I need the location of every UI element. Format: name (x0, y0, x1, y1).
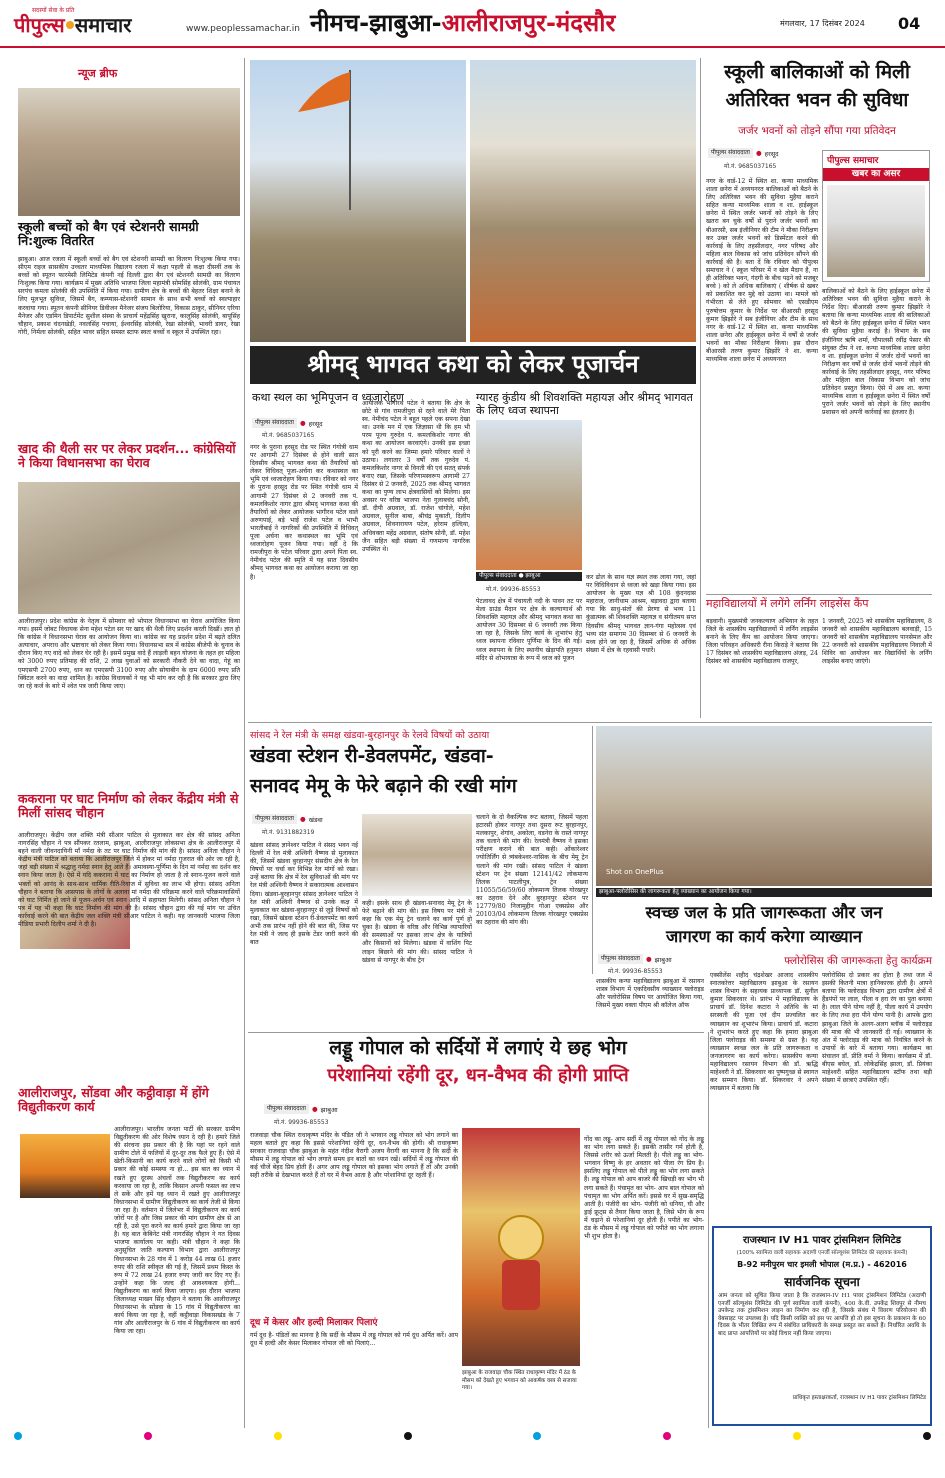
brief-body-2: आलीराजपुर। प्रदेश कांग्रेस के नेतृत्व में सोमवार को भोपाल विधानसभा का घेराव आयोजित किया गया। इसमें जोबट विधायक सेना महेश पटेल सर पर खाद की थैली लिए प्रदर्शन करती दिखीं। ज्ञात हो कि कांग्रेस ने विधानसभा घेराव का आयोजन किया था। कांग्रेस का यह प्रदर्शन प्रदेश में बढ़ते दलित अत्याचार, अपराध और भ्रष्टाचार को लेकर किया गया। विधानसभा सत्र में कांग्रेस बीजेपी के चुनाव के दौरान किए गए वादे को लेकर घेर रही है। इसमें प्रमुख वादे हैं लाड़ली बहन योजना के तहत हर महिला को 3000 रुपए प्रतिमाह की राशि, 2 लाख युवाओं को सरकारी नौकरी देने का वादा, गेहूं का एमएसपी 2700 रुपए, धान का एमएसपी 3100 रुपए और सोयाबीन के दाम 6000 रुपए प्रति क्विंटल करने का वादा शामिल है। कांग्रेस विधायकों ने यह भी मांग कर रही है कि सरकार द्वारा लिए जा रहे कर्ज के बारे में श्वेत पत्र जारी किया जाए। (18, 618, 240, 690)
puja-b-col-1: पेटलावद क्षेत्र में पंचायती नदी के पावन तट पर मेला ग्राउंड मैदान पर क्षेत्र के कल्याणार्थ श्री शिवशक्ति महायज्ञ और श्रीमद् भागवत कथा का आयोजन 30 दिसम्बर से 6 जनवरी तक किया जा रहा है, जिसके लिए कार्य के शुभारंभ हेतु ध्वज स्थापना रविवार पूर्णिमा के दिन की गई। ध्वज स्थापना के लिए स्थानीय खेड़ापति हनुमान मंदिर से शोभायात्रा के रूप में ध्वज को पूजन (476, 598, 582, 662)
location-icon: ● (299, 815, 306, 823)
mobile-number-b: मो.नं. 99936-85553 (486, 586, 541, 593)
brief-body-1: झाबुआ। आज रजला में स्कूली बच्चों को बैग एवं स्टेशनरी सामग्री का वितरण निःशुल्क किया गया। सीएम राइज सासकीय उच्चतर माध्यमिक विद्यालय रजला में कक्षा पहली से कक्षा दीसवीं तक के बच्चों को स्पूतन फारमेसी लिमिटेड कंपनी नई दिल्ली द्वारा बैग एवं स्टेशनरी सामग्री का वितरण निःशुल्क किया गया। कार्यक्रम में मुख्य अतिथि भाजपा जिला महामंत्री सोमसिंह सोलंकी, ग्राम पंचायत सरपंच कमला सोलंकी की उपस्थिति में किया गया। ग्रामीण क्षेत्र के बच्चों की बेहतर शिक्षा बनाने के लिए मूलभूत सुविधा, जिसमें बैग, कम्प्यास-स्टेशनरी सामान के साथ सभी बच्चों को स्वल्पाहार करवाया गया। स्पूतन कंपनी सीनियर डिवीजन मैनेजर संजय बिलोरिया, विकास ठाकुर, सीनियर एरिया मैनेजर और एडमिन डिपार्टमेंट सुशील संस्था के प्राचार्य महेंद्रसिंह खुराना, कालुसिंह सोलंकी, बापूसिंह चौहान, प्रकाश चंदनखेड़ी, नवलसिंह पचाया, ईश्वरसिंह सोलंकी, रेखा सोलंकी, भावरी डावर, रेखा गोरी, निर्मला सोलंकी, सहित भावर सहित समस्त स्टाफ स्वतः बच्चों व स्कूल में उपस्थित रहा। (18, 256, 240, 336)
flag-hoisting-photo (250, 60, 466, 342)
sun-icon (66, 21, 74, 29)
byline-place: झाबुआ (654, 955, 672, 964)
color-swatch (663, 1432, 671, 1440)
water-headline-2[interactable]: जागरण का कार्य करेगा व्याख्यान (665, 927, 863, 946)
news-brief-column (18, 60, 240, 1425)
reporter-tag: पीपुल्स संवाददाता (252, 418, 297, 428)
saffron-flag-icon (250, 60, 466, 342)
rail-col-2: कही। इसके साथ ही खंडवा-सनावद मेमू ट्रेन के फेरे बढ़ाने की मांग की। इस विषय पर मंत्री ने कहा कि एक मेमू ट्रेन चलाने का कार्य पूर्ण हो चुका है। खंडवा के वरिष्ठ और विभिन्न व्यापारियों की समस्याओं पर इसका लाभ क्षेत्र के यात्रियों और किसानों को मिलेगा। खंडवा में वाशिंग पिट लाइन बिछाने की मांग की। सांसद पाटिल ने खंडवा से नागपुर के बीच ट्रेन (362, 900, 472, 964)
camp-col-1: बड़वानी। मुख्यमंत्री जनकल्याण अभियान के तहत जिले के शासकीय महाविद्यालयों में लर्निंग लाइसेंस बनाने के लिए कैंप का आयोजन किया जाएगा। जिला परिवहन अधिकारी रीना किराड़े ने बताया कि 17 दिसंबर को शासकीय महाविद्यालय अंजड़, 24 दिसंबर को शासकीय महाविद्यालय राजपुर, (706, 618, 818, 666)
impact-logo: पीपुल्स समाचार (827, 156, 879, 166)
tagline: सदस्यों सेवा के प्रति (32, 7, 75, 14)
yajna-puja-photo (470, 60, 696, 342)
rail-col-1: खंडवा सांसद ज्ञानेश्वर पाटिल ने संसद भवन नई दिल्ली में रेल मंत्री अश्विनी वैष्णव से मुलाकात की, जिसमें खंडवा बुरहानपुर संसदीय क्षेत्र के रेल विषयों पर चर्चा कर विभिन्न रेल मांगों को रखा। उन्हें बताया कि क्षेत्र में रेल सुविधाओं की मांग पर रेल मंत्री अश्विनी वैष्णव ने सकारात्मक आश्वासन दिया। खंडवा-बुरहानपुर सांसद ज्ञानेश्वर पाटिल ने रेल मंत्री अश्विनी वैष्णव से उनके कक्ष में मुलाकात कर खंडवा-बुरहानपुर से जुड़े विषयों को रखा, जिसमें खंडवा स्टेशन री-डेवलपमेंट का कार्य अभी तक प्रारंभ नहीं होने की बात की, जिस पर रेल मंत्री ने जल्द ही इसके टेंडर जारी करने की बात (250, 842, 358, 947)
reporter-tag: पीपुल्स संवाददाता (252, 814, 297, 824)
laddu-subhead[interactable]: दूध में केसर और हल्दी मिलाकर पिलाएं (250, 1318, 378, 1328)
color-swatch (144, 1432, 152, 1440)
impact-label: खबर का असर (823, 168, 929, 181)
notice-address: B-92 मनीपुरम चार इमली भोपाल (म.प्र.) - 462016 (737, 1260, 907, 1269)
water-photo-caption: झाबुआ-फ्लोरोसिस की जागरूकता हेतु व्याख्यान का आयोजन किया गया। (596, 888, 932, 897)
brief-headline-4[interactable]: आलीराजपुर, सोंडवा और कट्ठीवाड़ा में होंगे विद्युतीकरण कार्य (18, 1085, 209, 1115)
rail-headline-1[interactable]: खंडवा स्टेशन री-डेवलपमेंट, खंडवा- (250, 745, 494, 767)
mp-rail-minister-photo (362, 814, 472, 896)
school-children-photo (18, 88, 240, 216)
reporter-tag: पीपुल्स संवाददाता (264, 1104, 309, 1114)
school-headline-1[interactable]: स्कूली बालिकाओं को मिली (724, 61, 910, 83)
byline-rail (252, 814, 323, 824)
byline-place: हरसूद (308, 419, 323, 428)
mobile-number: मो.नं. 99936-85553 (274, 1119, 329, 1126)
water-col-3: फ्लोरोसिस दो प्रकार का होता है तथा जल में इसकी कितनी मात्रा हानिकारक होती है। आपने बताया कि फ्लोराइड विभाग द्वारा ग्रामीण क्षेत्रों में हैंडपंपों पर लाल, पीला व हरा रंग का पुता बनाया है। लाल पीने योग्य नहीं है, पीला कार्य में उपयोग के लिए तथा हरा पीने योग्य पानी है। आपके द्वारा झाबुआ जिले के अलग-अलग ब्लॉक में फ्लोराइड की मात्रा की भी जानकारी दी गई। व्याख्यान के अंत में फ्लोराइड की मात्रा को नियंत्रित करने के उपायों के बारे में बताया गया। कार्यक्रम का संचालन डॉ. प्रीति वर्मा ने किया। कार्यक्रम में डॉ. बीएस बघेल, डॉ. लोकेंद्रसिंह झाला, डॉ. प्रियंका माहेश्वरी सहित महाविद्यालय स्टॉफ तथा बड़ी संख्या में छात्राएं उपस्थित रहीं। (822, 972, 932, 1085)
mobile-number: मो.नं. 9131882319 (262, 829, 315, 836)
news-brief-label: न्यूज ब्रीफ (78, 67, 118, 80)
school-col-1: नगर के वार्ड-12 में स्थित शा. कन्या माध्यमिक शाला छनेरा में अध्ययनरत बालिकाओं को बैठने के लिए अतिरिक्त भवन की सुविधा मुहैया कराने सहित कन्या माध्यमिक शाला व शा. हाईस्कूल छनेरा में स्थित जर्जर भवनों को तोड़ने के लिए खतरा बन चुके वर्षों से पुराने जर्जर भवनों का बीआरसी, सब इंजीनियर की टीम ने मौका निरीक्षण कर उक्त जर्जर भवनों को डिस्मेंटल करने की कार्रवाई के लिए तहसीलदार, नगर परिषद और महिला बाल विकास को जांच प्रतिवेदन सौंपने की कार्रवाई की है। बता दें कि रविवार को पीपुल्स समाचार ने ( स्कूल परिसर में न खेल मैदान है, ना ही अतिरिक्त भवन, गंदगी के बीच पढ़ने को मजबूर बच्चे ) को ले अधिक बालिकाएं ( शीर्षक से खबर को प्रकाशित कर मुद्दे को उठाया था। मामले को गंभीरता से लेते हुए सोमवार को एसडीएम पुरुषोत्तम कुमार के निर्देश पर बीआरसी हरसूद कुमार झिझोरे ने सब इंजीनियर और टीम के साथ नगर के वार्ड-12 में स्थित शा. कन्या माध्यमिक शाला छनेरा और हाईस्कूल छनेरा में वर्षों से जर्जर भवनों का मौका निरीक्षण किया। इस दौरान बीआरसी तरुण कुमार झिझोरे ने शा. कन्या माध्यमिक शाला छनेरा में अध्ययनरत (706, 178, 818, 364)
logo-text-peoples: पीपुल्स (14, 13, 65, 37)
notice-signature: प्राधिकृत हस्ताक्षरकर्ता, राजस्थान IV H1 पावर ट्रांसमिशन लिमिटेड (792, 1395, 926, 1401)
flag-procession-photo (476, 420, 582, 570)
location-icon: ● (645, 955, 652, 963)
mobile-number: मो.नं. 9685037165 (724, 163, 777, 170)
byline-place: झाबुआ (320, 1105, 338, 1114)
location-icon: ● (755, 149, 762, 157)
electrification-photo (20, 1134, 110, 1198)
edition-title-part-1: नीमच-झाबुआ- (310, 9, 442, 37)
school-headline-2[interactable]: अतिरिक्त भवन की सुविधा (725, 89, 909, 111)
byline-place: खंडवा (308, 815, 323, 824)
brief-body-4: आलीराजपुर। भारतीय जनता पार्टी की सरकार ग्रामीण विद्युतीकरण की ओर विशेष ध्यान दे रही है। हमारे जिले की संरचना इस प्रकार की है कि यहां पर रहने वाले ग्रामीण टोले में फलियों में दूर-दूर तक फैले हुए हैं। ऐसे में खेती-किसानी का कार्य करने वाले लोगों को किसी भी प्रकार की कोई समस्या ना हो... इस बात का ध्यान में रखते हुए दूरस्थ अंचलों तक विद्युतीकरण का कार्य करवाया जा रहा है, ताकि किसान अपनी फसल का लाभ ले सकें और हमें यह ध्यान में रखते हुए आलीराजपुर विधानसभा में ग्रामीण विद्युतीकरण का कार्य तेजी से किया जा रहा है। वर्तमान में जिलेभर में विद्युतीकरण का कार्य जोरों पर है और जिस प्रकार की मांग ग्रामीण क्षेत्र से आ रही है, उसे पूरा करने का कार्य हमारे द्वारा किया जा रहा है। यह बात केबिनेट मंत्री नागरसिंह चौहान ने गत दिवस भाजपा कार्यालय पर कही। मंत्री चौहान ने कहा कि अनुसूचित जाति कल्याण विभाग द्वारा आलीराजपुर विधानसभा के 28 गांव में 1 करोड़ 44 लाख 61 हजार रुपए की राशि स्वीकृत की गई है, जिसमें प्रथम किस्त के रूप में 72 लाख 24 हजार रुपए जारी कर दिए गए हैं। उन्होंने कहा कि जल्द ही आवश्यकता होगी... विद्युतीकरण का कार्य किया जाएगा। इस दौरान भाजपा जिलाध्यक्ष माखन सिंह चौहान ने बताया कि आलीराजपुर विधानसभा के सोंडवा के 15 गांव में विद्युतीकरण का कार्य किया जा रहा है, वहीं कट्ठीवाड़ा विकासखंड के 7 गांव और आलीराजपुर के 6 गांव में विद्युतीकरण का कार्य किया जा रहा। (114, 1126, 240, 1336)
caption-reporter: पीपुल्स संवाददाता (479, 573, 517, 579)
reporter-tag: पीपुल्स संवाददाता (598, 954, 643, 964)
color-swatch (793, 1432, 801, 1440)
issue-date: मंगलवार, 17 दिसंबर 2024 (780, 19, 865, 28)
brief-headline-3[interactable]: ककराना पर घाट निर्माण को लेकर केंद्रीय मंत्री से मिलीं सांसद चौहान (18, 791, 239, 821)
byline-school (708, 148, 779, 158)
color-swatch (404, 1432, 412, 1440)
photo-watermark: Shot on OnePlus (606, 868, 664, 876)
puja-a-col-2: आयोजक भागीरथ पटेल ने बताया कि क्षेत्र के छोटे से गांव रामजीपुरा से रहने वाले मेरे पिता स्व. नेमीचंद पटेल ने बहुत पहले एक सपना देखा था। उनके मन में एक जिज्ञासा थी कि हम भी परम पूज्य गुरुदेव पं. कमलकिशोर नागर की कथा का आयोजन करवाएंगे। उनकी इस इच्छा को पूरी करने का जिम्मा हमारे परिवार वालों ने उठाया। लगातार 3 वर्षों तक गुरुदेव पं. कमलकिशोर नागर से विनती की एवं सतत् संपर्क बनाए रखा, जिसके परिणामस्वरूप आगामी 27 दिसंबर से 2 जनवरी, 2025 तक श्रीमद् भागवत कथा का पुण्य लाभ क्षेत्रवासियों को मिलेगा। इस अवसर पर वरिष्ठ भाजपा नेता गुलाबचंद सोनी, डॉ. दीपी अग्रवाल, डॉ. राजेश चांगोले, महेश अग्रवाल, सुनील बाबा, श्रीचंद्र मुकाती, दिलीप अग्रवाल, शिवनारायण पटेल, हरेराम हल्दिया, अधिवक्ता महेंद्र अग्रवाल, संतोष सोनी, डॉ. महेश जैन सहित बड़ी संख्या में गणमान्य नागरिक उपस्थित थे। (362, 400, 470, 553)
logo-text-samachar: समाचार (74, 13, 132, 37)
mobile-number: मो.नं. 9685037165 (262, 432, 315, 439)
edition-title (310, 8, 615, 38)
caption-place: झाबुआ (525, 573, 541, 579)
notice-body: आम जनता को सूचित किया जाता है कि राजस्थान-IV H1 पावर ट्रांसमिशन लिमिटेड (अदाणी एनर्जी सॉल्यूशंस लिमिटेड की पूर्ण स्वामित्व वाली कंपनी), 400 के.वी. उपकेंद्र शिवपुर से नीमच उपकेन्द्र तक ट्रांसमिशन लाइन का निर्माण कर रही है, जिसके संबंध में विवरण परियोजना की वेबसाइट पर उपलब्ध है। यदि किसी व्यक्ति को इस पर आपत्ति हो तो इस सूचना के प्रकाशन के 60 दिवस के भीतर लिखित रूप में संबंधित प्राधिकारी के समक्ष प्रस्तुत कर सकते हैं। निर्धारित अवधि के बाद प्राप्त आपत्तियों पर कोई विचार नहीं किया जाएगा। (718, 1293, 926, 1337)
school-col-2: बालिकाओं को बैठने के लिए हाईस्कूल छनेरा में अतिरिक्त भवन की सुविधा मुहैया कराने के निर्देश दिए। बीआरसी तरुण कुमार झिझोरे ने बताया कि कन्या माध्यमिक शाला की बालिकाओं को बैठने के लिए हाईस्कूल छनेरा में स्थित भवन की सुविधा मुहैया कराई है। विभाग के सब इंजीनियर ऋषि शर्मा, चौपालसी रवींद्र पेसार की संयुक्त टीम ने शा. कन्या माध्यमिक शाला छनेरा व शा. हाईस्कूल छनेरा में जर्जर दोनों भवनों का निरीक्षण कर वर्षों से जर्जर दोनों भवनों तोड़ने की कार्रवाई के लिए तहसीलदार हरसूद, नगर परिषद और महिला बाल विकास विभाग को जांच प्रतिवेदन प्रस्तुत किया। ऐसे में अब शा. कन्या माध्यमिक शाला व हाईस्कूल छनेरा में स्थित वर्षों पुराने जर्जर भवनों को तोड़ने के लिए स्थानीय प्रशासन को अपनी कार्रवाई का इंतजार है। (822, 288, 930, 417)
mobile-number: मो.नं. 99936-85553 (608, 968, 663, 975)
fluorosis-lecture-photo (596, 726, 932, 886)
laddu-photo-caption: झाबुआ के राजवाड़ा चौक स्थित राधाकृष्ण मंदिर में ठंड के मौसम को देखते हुए भगवान को आकर्षक वस्त्र से सजाया गया। (462, 1370, 577, 1392)
camp-headline[interactable]: महाविद्यालयों में लगेंगे लर्निंग लाइसेंस कैंप (706, 597, 869, 610)
byline-water (598, 954, 672, 964)
puja-b-col-2: कर ढोल के साथ यज्ञ स्थल तक लाया गया, जहां पर विधिविधान से ध्वजा को खड़ा किया गया। इस आयोजन के मुख्य यज्ञ श्री 108 कुंदनदास महाराज, जानीधाम आश्रम, बड़ावदा द्वारा बताया गया कि साधु-संतों की प्रेरणा से भव्य 11 कुंडात्मक श्री शिवशक्ति महायज्ञ व संगीतमय सप्त दिवसीय श्रीमद् भागवत ज्ञान-गंगा महोत्सव एवं भव्य संत समागम 30 दिसम्बर से 6 जनवरी के मध्य होने जा रहा है, जिसमें अधिक से अधिक संख्या में क्षेत्र के रहवासी पधारें। (586, 574, 696, 654)
puja-banner-title[interactable]: श्रीमद् भागवत कथा को लेकर पूजार्चन (307, 350, 639, 379)
laddu-col-2: गोंद का लड्डू- आप सर्दी में लड्डू गोपाल को गोंद के लड्डू का भोग लगा सकते हैं। इसकी तासीर गर्म होती है, जिससे शरीर को ऊर्जा मिलती है। पीले लड्डू का भोग- भगवान विष्णु के हर अवतार को पीला रंग प्रिय है। इसलिए लड्डू गोपाल को पीले लड्डू का भोग लगा सकते हैं। लड्डू गोपाल को आप बाजरे की खिचड़ी का भोग भी लगा सकते हैं। पंचामृत का भोग- आप बाल गोपाल को पंचामृत का भोग अर्पित करें। इससे घर में सुख-समृद्धि आती है। पंजीरी का भोग- पंजीरी को धनिया, घी और ड्राई फ्रूट्स से तैयार किया जाता है, जिसे भोग के रूप में चढ़ाने से परेशानियां दूर होती हैं। पपीते का भोग- ठंड के मौसम में लड्डू गोपाल को पपीते का भोग लगाना भी शुभ होता है। (584, 1136, 704, 1241)
newspaper-logo[interactable] (14, 6, 184, 42)
byline-laddu (264, 1104, 338, 1114)
byline-puja-a (252, 418, 323, 428)
byline-place: हरसूद (764, 149, 779, 158)
water-headline-1[interactable]: स्वच्छ जल के प्रति जागरूकता और जन (645, 903, 883, 922)
color-swatch (14, 1432, 22, 1440)
reporter-tag: पीपुल्स संवाददाता (708, 148, 753, 158)
print-color-bar (0, 1432, 945, 1442)
color-swatch (274, 1432, 282, 1440)
masthead (0, 0, 945, 48)
camp-col-2: 1 जनवरी, 2025 को शासकीय महाविद्यालय, 8 जनवरी को शासकीय महाविद्यालय बलवाड़ी, 15 जनवरी को शासकीय महाविद्यालय पानसेमल और 22 जनवरी को शासकीय महाविद्यालय निवाली में शिविर का आयोजन कर विद्यार्थियों के लर्निंग लाइसेंस बनाए जाएंगे। (822, 618, 932, 666)
photo-credit-caption: पीपुल्स संवाददाता ● झाबुआ (476, 572, 582, 581)
laddu-gopal-deity-photo (462, 1128, 580, 1366)
impact-box (822, 150, 930, 282)
notice-title: सार्वजनिक सूचना (784, 1275, 860, 1289)
location-icon: ● (299, 419, 306, 427)
brief-body-3: आलीराजपुर। केंद्रीय जल शक्ति मंत्री सीआर पाटिल से मुलाकात कर क्षेत्र की सांसद अनिता नागरसिंह चौहान ने पत्र सौंपकर रतलाम, झाबुआ, आलीराजपुर लोकसभा क्षेत्र के आलीराजपुर में बहने वाली जीवनदायिनी माँ नर्मदा के तट पर घाट निर्माण की मांग की है। सांसद अनिता चौहान ने केंद्रीय मंत्री पाटिल को बताया कि आलीराजपुर जिले में होकर मां नर्मदा गुजरात की ओर जा रही है, जहां बड़ी संख्या में श्रद्धालु नर्मदा स्नान हेतु आते हैं। अमावस्या-पूर्णिमा के दिन मां नर्मदा का दर्शन कर स्नान किया जाता है। ऐसे में यदि ककराना में घाट का निर्माण हो जाता है तो स्नान-पूजन करने वाले भक्तों को आनंद के साथ-साथ धार्मिक रीति-रिवाज में सुविधा का लाभ भी होगा। सांसद अनिता चौहान ने बताया कि आसपास के लोगों के अलावा मां नर्मदा की परिक्रमा करने वाले परिक्रमावासियों को घाट निर्मित हो जाने से पूजन-अर्चन एवं स्नान आदि में सहायता मिलेगी। सांसद अनिता चौहान ने पत्र में यह भी कहा कि घाट निर्माण की मांग की है। सांसद चौहान द्वारा की गई मांग पर उचित कार्रवाई करने की बात केंद्रीय जल शक्ति मंत्री सीआर पाटिल ने कही। यह जानकारी भाजपा जिला मीडिया प्रभारी दिलीप शर्मा ने दी है। (18, 832, 240, 929)
notice-registration: (100% स्वामित्व वाली सहायक अदाणी एनर्जी सॉल्यूशंस लिमिटेड की सहायक कंपनी) (736, 1250, 908, 1256)
laddu-headline-2[interactable]: परेशानियां रहेंगी दूर, धन-वैभव की होगी प्राप्ति (327, 1065, 629, 1086)
page-number: 04 (898, 14, 921, 33)
puja-subhead-b[interactable]: ग्यारह कुंडीय श्री शिवशक्ति महायज्ञ और श्रीमद् भागवत के लिए ध्वज स्थापना (476, 391, 693, 417)
school-subhead[interactable]: जर्जर भवनों को तोड़ने सौंपा गया प्रतिवेदन (738, 125, 896, 137)
brief-headline-1[interactable]: स्कूली बच्चों को बैग एवं स्टेशनरी सामग्री नि:शुल्क वितरित (18, 219, 199, 249)
water-col-2: एक्सीलेंस शहीद चंद्रशेखर आजाद शासकीय स्नातकोत्तर महाविद्यालय झाबुआ के रसायन शास्त्र विभाग के सहायक प्राध्यापक डॉ. सुनील कुमार सिकरवार थे। प्रारंभ में महाविद्यालय के प्राचार्य डॉ. दिनेश कटारा ने अतिथि के मां सरस्वती की पूजा एवं दीप प्रज्वलित कर व्याख्यान का शुभारंभ किया। प्राचार्य डॉ. कटारा ने शुभारंभ करते हुए कहा कि हमारा झाबुआ जिला फ्लोराइड की समस्या से ग्रस्त है। यह व्याख्यान स्वच्छ जल के प्रति जागरूकता व जनजागरण का कार्य करेगा। सासकीय कन्या महाविद्यालय रसायन विभाग की डॉ. ऋद्धि माहेश्वरी ने डॉ. सिकरवार का पुष्पगुच्छ से स्वागत कर सम्मान किया। डॉ. सिकरवार ने अपने व्याख्यान में बताया कि (710, 972, 818, 1093)
color-swatch (923, 1432, 931, 1440)
rail-col-3: चलाने के दो वैकल्पिक रूट बताया, जिसमें पहला इटारसी होकर नागपुर तथा दूसरा रूट बुरहानपुर, मलकापुर, शेगांव, अकोला, वडनेरा के रास्ते नागपुर तक चलाने की मांग की। रेलमंत्री वैष्णव ने इसका परीक्षण कराने की बात कही। ओंकारेश्वर ज्योतिर्लिंग से त्र्यंबकेश्वर-नासिक के बीच मेमू ट्रेन चलाने की मांग रखी। सांसद पाटिल ने खंडवा स्टेशन पर ट्रेन संख्या 12141/42 लोकमान्य तिलक पाटलीपुत्र, ट्रेन संख्या 11055/56/59/60 लोकमान्य तिलक गोरखपुर का ठहराव देने और बुरहानपुर स्टेशन पर 12779/80 निजामुद्दीन गोआ एक्सप्रेस और 20103/04 लोकमान्य तिलक गोरखपुर एक्सप्रेस का ठहराव की मांग की। (476, 814, 588, 927)
brief-headline-2[interactable]: खाद की थैली सर पर लेकर प्रदर्शन... कांग्रेसियों ने किया विधानसभा का घेराव (18, 441, 236, 471)
deity-icon (462, 1128, 580, 1366)
puja-subhead-a[interactable]: कथा स्थल का भूमिपूजन व ध्वजारोहण (252, 391, 404, 404)
location-icon: ● (311, 1105, 318, 1113)
edition-title-part-2: आलीराजपुर-मंदसौर (441, 9, 616, 37)
notice-company: राजस्थान IV H1 पावर ट्रांसमिशन लिमिटेड (742, 1235, 902, 1246)
site-url[interactable]: www.peoplessamachar.in (186, 24, 300, 34)
laddu-col-1b: गर्म दूध है- पंडितों का मानना है कि सर्दी के मौसम में लड्डू गोपाल को गर्म दूध अर्पित करें। आप दूध में हल्दी और केसर मिलाकर गोपाल जी को पिलाएं... (250, 1332, 458, 1348)
puja-a-col-1: नगर के पुराना हरसूद रोड पर स्थित गंगोत्री धाम पर आगामी 27 दिसंबर से होने वाली सात दिवसीय श्रीमद् भागवत कथा की तैयारियों को लेकर विधिवत् पूजा-अर्चना कर कथास्थल का भूमि एवं ध्वजारोहण किया गया। रविवार को नगर के पुराना हरसूद रोड पर स्थित गंगोत्री धाम में आगामी 27 दिसंबर से 2 जनवरी तक पं. कमलकिशोर नागर द्वारा श्रीमद् भागवत कथा की तैयारियों को लेकर आयोजक भागीरथ पटेल वाले अरुणपाई, बड़े भाई राजेश पटेल व भाभी भारतीबाई ने नागरिकों की उपस्थिति में विधिवत् पूजा अर्चना कर कथास्थल का भूमि एवं ध्वजारोहण पूजन किया गया। वहीं दे कि रामजीपुरा के पटेल परिवार द्वारा अपने पिता स्व. नेमीचंद पटेल की स्मृति में यह सात दिवसीय श्रीमद् भागवत कथा का आयोजन कराया जा रहा है। (250, 444, 358, 581)
impact-clipping-image (827, 185, 925, 277)
rail-headline-2[interactable]: सनावद मेमू के फेरे बढ़ाने की रखी मांग (250, 775, 517, 797)
public-notice-box (712, 1226, 932, 1426)
congress-protest-photo (18, 482, 240, 614)
puja-banner (250, 346, 696, 384)
color-swatch (533, 1432, 541, 1440)
water-subhead[interactable]: फ्लोरोसिस की जागरूकता हेतु कार्यक्रम (784, 955, 932, 967)
rail-kicker[interactable]: सांसद ने रेल मंत्री के समक्ष खंडवा-बुरहानपुर के रेलवे विषयों को उठाया (250, 730, 490, 741)
laddu-headline-1[interactable]: लड्डू गोपाल को सर्दियों में लगाएं ये छह भोग (329, 1037, 627, 1059)
water-col-1: शासकीय कन्या महाविद्यालय झाबुआ में रसायन शास्त्र विभाग में एकदिवसीय व्याख्यान फ्लोराइड और फ्लोरोसिस विषय पर आयोजित किया गया, जिसमें मुख्य वक्ता पीएम श्री कॉलेज ऑफ (596, 978, 704, 1010)
laddu-col-1: राजवाड़ा चौक स्थित राधाकृष्ण मंदिर के पंडित जी ने भगवान लड्डू गोपाल को भोग लगाने का महत्व बताते हुए कहा कि इससे परेशानियां रहेंगी दूर, धन-वैभव की होगी। श्री राधाकृष्ण सरकार राजवाड़ा चौक झाबुआ के महंत नंदीश वैरागी अजय वैरागी का मानना है कि सर्दी के मौसम में लड्डू गोपाल को भोग लगाते समय इन बातों का ध्यान रखें। सर्दियों में लड्डू गोपाल की कई चीजें बेहद प्रिय होती हैं। अगर आप लड्डू गोपाल को इसका भोग लगाते हैं तो और उनकी सही तरीके से देखभाल करते हैं तो घर में वैभव आता है और परेशानियां दूर रहती हैं। (250, 1132, 458, 1180)
